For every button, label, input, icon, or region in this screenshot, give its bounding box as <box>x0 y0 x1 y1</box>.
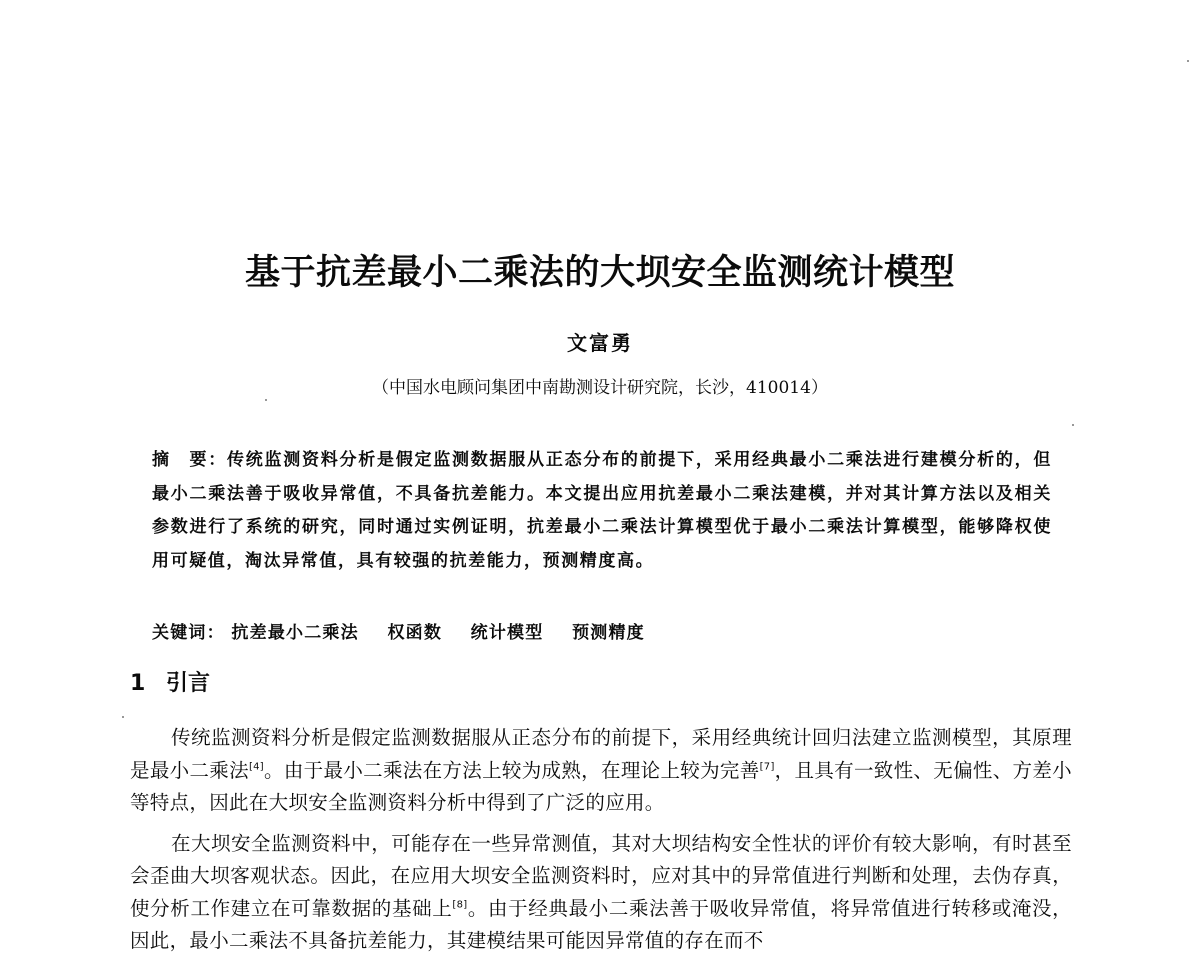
paragraph <box>130 828 1072 958</box>
abstract-label: 摘 要： <box>152 450 228 470</box>
citation: [4] <box>248 761 265 772</box>
scan-speck <box>1187 60 1189 62</box>
section-heading <box>130 668 210 700</box>
paragraph-text: 。由于最小二乘法在方法上较为成熟，在理论上较为完善 <box>264 758 760 782</box>
paragraph-text: ，且具有一致性、无偏性、方差小等特点，因此在大坝安全监测资料分析中得到了广泛的应用。 <box>130 758 1072 814</box>
citation: [8] <box>452 899 468 910</box>
paper-title: 基于抗差最小二乘法的大坝安全监测统计模型 <box>244 253 955 293</box>
keywords-block <box>152 619 1052 647</box>
keyword: 统计模型 <box>470 623 544 643</box>
abstract-block <box>152 444 1052 578</box>
body-text <box>130 722 1072 966</box>
paragraph-text: 传统监测资料分析是假定监测数据服从正态分布的前提下，采用经典统计回归法建立监测模型，其原理是最小二乘法 <box>130 726 1072 782</box>
scan-speck <box>1072 424 1074 426</box>
section-number: 1 <box>130 671 146 696</box>
keywords-label: 关键词： <box>152 623 225 643</box>
abstract-text: 传统监测资料分析是假定监测数据服从正态分布的前提下，采用经典最小二乘法进行建模分析的，但最小二乘法善于吸收异常值，不具备抗差能力。本文提出应用抗差最小二乘法建模，并对其计算方法以及相关参数进行了系统的研究，同时通过实例证明，抗差最小二乘法计算模型优于最小二乘法计算模型，能够降权使用可疑值，淘汰异常值，具有较强的抗差能力，预测精度高。 <box>152 450 1052 571</box>
scan-speck <box>122 716 124 718</box>
author-affiliation: （中国水电顾问集团中南勘测设计研究院，长沙，410014） <box>372 378 828 398</box>
scan-speck <box>265 399 267 401</box>
section-title: 引言 <box>166 671 211 696</box>
paragraph-text: 。由于经典最小二乘法善于吸收异常值，将异常值进行转移或淹没，因此，最小二乘法不具备抗差能力，其建模结果可能因异常值的存在而不 <box>130 896 1072 952</box>
keyword: 抗差最小二乘法 <box>231 623 359 643</box>
keyword: 预测精度 <box>572 623 645 643</box>
author-name: 文富勇 <box>567 331 633 355</box>
keyword: 权函数 <box>387 623 443 643</box>
paragraph <box>130 722 1072 820</box>
citation: [7] <box>759 761 775 772</box>
paragraph-text: 在大坝安全监测资料中，可能存在一些异常测值，其对大坝结构安全性状的评价有较大影响，有时甚至会歪曲大坝客观状态。因此，在应用大坝安全监测资料时，应对其中的异常值进行判断和处理，去伪存真，使分析工作建立在可靠数据的基础上 <box>130 831 1072 920</box>
